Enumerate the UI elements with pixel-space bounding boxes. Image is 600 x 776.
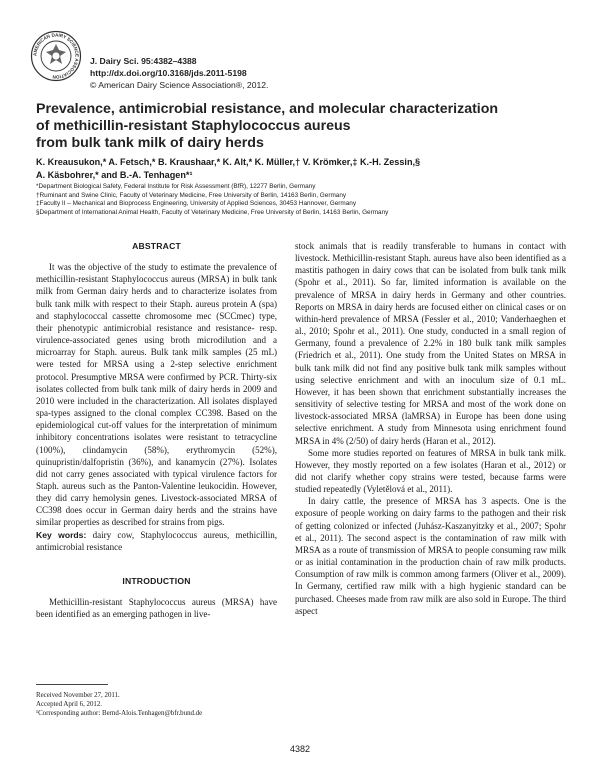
keywords-text: dairy cow, Staphylococcus aureus, methicillin, antimicrobial resistance (36, 529, 277, 552)
body-paragraph-3: In dairy cattle, the presence of MRSA has 3 aspects. One is the exposure of people working on dairy farms to the pathogen and their risk of getting colonized or infected (Juhász-Kaszanyitzky et al., 2007; Spohr et al., 2011). The second aspect is the contamination of raw milk with MRSA as a route of transmission of MRSA to people consuming raw milk or as initial contamination in the production chain of raw milk products. Consumption of raw milk is common among farmers (Oliver et al., 2009). In Germany, certified raw milk with a high hygienic standard can be purchased. Cheeses made from raw milk are also sold in Europe. The third aspect (295, 496, 566, 616)
journal-copyright: © American Dairy Science Association®, 2012. (90, 80, 269, 90)
abstract-heading: ABSTRACT (132, 241, 181, 251)
affiliation-1: *Department Biological Safety, Federal Institute for Risk Assessment (BfR), 12277 Berlin, Germany (36, 183, 316, 190)
corresponding-author: ¹Corresponding author: Bernd-Alois.Tenhagen@bfr.bund.de (36, 710, 203, 718)
received-date: Received November 27, 2011. (36, 692, 120, 699)
authors-line-2: A. Käsbohrer,* and B.-A. Tenhagen*¹ (36, 169, 193, 180)
footnotes (36, 684, 276, 719)
affiliation-3: ‡Faculty II – Mechanical and Bioprocess Engineering, University of Applied Sciences, 30453 Hannover, Germany (36, 200, 357, 208)
title-line-2: of methicillin-resistant Staphylococcus aureus (36, 118, 351, 134)
seal-text: AMERICAN DAIRY SCIENCE ASSOCIATION (32, 32, 80, 80)
journal-citation: J. Dairy Sci. 95:4382–4388 (90, 56, 197, 66)
affiliation-4: §Department of International Animal Health, Faculty of Veterinary Medicine, Free University of Berlin, 14163 Berlin, Germany (36, 209, 389, 217)
right-column (295, 240, 566, 617)
abstract-text: It was the objective of the study to estimate the prevalence of methicillin-resistant Staphylococcus aureus (MRSA) in bulk tank milk from German dairy herds and to characterize isolates from bulk tank milk with respect to their Staph. aureus protein A (spa) and staphylococcal cassette chromosome mec (SCCmec) type, their phenotypic antimicrobial resistance and resistance- resp. virulence-associated genes using broth microdilution and a microarray for Staph. aureus. Bulk tank milk samples (25 mL) were tested for MRSA using a 2-step selective enrichment protocol. Presumptive MRSA were confirmed by PCR. Thirty-six isolates collected from bulk tank milk of dairy herds in 2009 and 2010 were included in the characterization. All isolates displayed spa-types assigned to the clonal complex CC398. Based on the epidemiological cut-off values for the interpretation of minimum inhibitory concentrations isolates were resistant to tetracycline (100%), clindamycin (58%), erythromycin (52%), quinupristin/dalfopristin (36%), and kanamycin (27%). Isolates did not carry genes associated with typical virulence factors for Staph. aureus such as the Panton-Valentine leukocidin. However, they did carry hemolysin genes. Livestock-associated MRSA of CC398 does occur in German dairy herds and the strains have similar properties as described for strains from pigs. (36, 262, 277, 528)
journal-header (90, 55, 268, 91)
affiliation-2: †Ruminant and Swine Clinic, Faculty of Veterinary Medicine, Free University of Berlin, 14163 Berlin, Germany (36, 191, 347, 199)
article-title (36, 101, 576, 152)
title-line-3: from bulk tank milk of dairy herds (36, 135, 264, 151)
footnote-rule (36, 684, 108, 685)
keywords-label: Key words: (36, 529, 87, 540)
left-column (36, 240, 277, 620)
author-list (36, 156, 576, 181)
affiliations (36, 183, 576, 218)
ads-association-seal (30, 30, 82, 82)
body-paragraph-2: Some more studies reported on features of MRSA in bulk tank milk. However, they mostly reported on a few isolates (Haran et al., 2012) or did not clarify whether copy strains were tested, because farms were studied repeatedly (Vyletělová et al., 2011). (295, 447, 566, 495)
body-paragraph-1: stock animals that is readily transferable to humans in contact with livestock. Methicillin-resistant Staph. aureus have also been identified as a mastitis pathogen in dairy cows that can be isolated from bulk tank milk (Spohr et al., 2011). So far, limited information is available on the prevalence of MRSA in dairy herds in Germany and other countries. Reports on MRSA in dairy herds are focused either on clinical cases or on within-herd prevalence of MRSA (Fessler et al., 2010; Vanderhaeghen et al., 2010; Spohr et al., 2011). One study, conducted in a small region of Germany, found a prevalence of 2.2% in 180 bulk tank milk samples (Friedrich et al., 2011). One study from the United States on MRSA in bulk tank milk did not find any positive bulk tank milk samples without using selective enrichment and with an inoculum size of 0.1 mL. However, it has been shown that enrichment substantially increases the sensitivity of selective testing for MRSA and most of the work done on livestock-associated MRSA (laMRSA) in Europe has been done using selective enrichment. A study from Minnesota using enrichment found MRSA in 4% (2/50) of dairy herds (Haran et al., 2012). (295, 241, 566, 446)
keywords (36, 529, 277, 553)
journal-doi[interactable]: http://dx.doi.org/10.3168/jds.2011-5198 (90, 68, 247, 78)
title-line-1: Prevalence, antimicrobial resistance, and molecular characterization (36, 101, 499, 117)
introduction-text: Methicillin-resistant Staphylococcus aureus (MRSA) have been identified as an emerging pathogen in live- (36, 597, 277, 620)
authors-line-1: K. Kreausukon,* A. Fetsch,* B. Kraushaar,* K. Alt,* K. Müller,† V. Krömker,‡ K.-H. Zessin,§ (36, 157, 421, 167)
introduction-heading: INTRODUCTION (122, 575, 191, 586)
page-number: 4382 (289, 744, 311, 754)
accepted-date: Accepted April 6, 2012. (36, 701, 103, 709)
